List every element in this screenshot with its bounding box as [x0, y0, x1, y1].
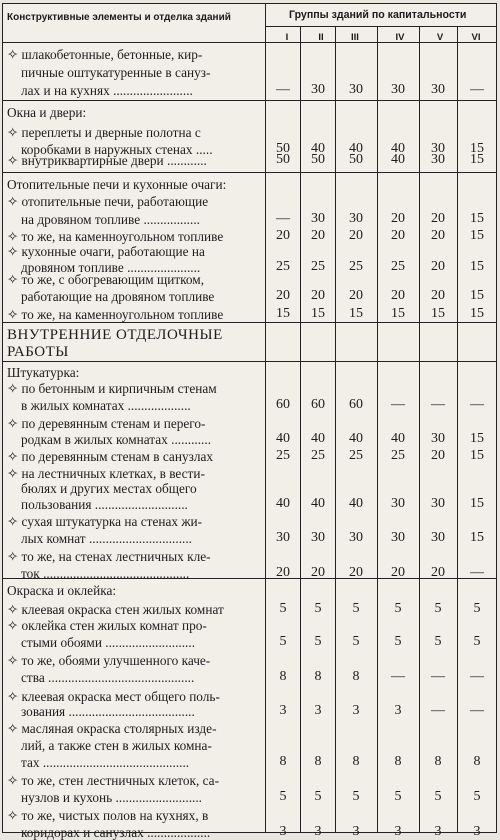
row-text: ток ............................................ [21, 566, 190, 581]
row-text: работающие на дровяном топливе [21, 289, 215, 304]
cell-value: 25 [391, 259, 405, 274]
cell-value: 5 [352, 634, 360, 649]
cell-value: 20 [349, 288, 363, 303]
cell-value: 30 [311, 211, 325, 226]
row-text: ✧ внутриквартирные двери ............ [7, 153, 207, 168]
cell-value: 40 [311, 431, 325, 446]
cell-value: 60 [349, 397, 363, 412]
cell-value: 15 [470, 496, 484, 511]
cell-value: 15 [470, 431, 484, 446]
group-label-4: IV [395, 32, 405, 43]
cell-value: 20 [431, 565, 445, 580]
cell-value: 8 [314, 669, 322, 684]
cell-value: 8 [473, 754, 481, 769]
cell-value: 30 [431, 141, 445, 156]
cell-value: 20 [391, 228, 405, 243]
row-text: нузлов и кухонь .......................... [21, 790, 202, 805]
cell-value: 25 [276, 448, 290, 463]
cell-value: — [276, 211, 290, 226]
row-text: дровяном топливе ...................... [21, 260, 201, 275]
row-text: зования ...................................... [21, 704, 195, 719]
row-text: лах и на кухнях ........................ [21, 83, 193, 98]
cell-value: 20 [311, 288, 325, 303]
cell-value: 5 [314, 601, 322, 616]
cell-value: 15 [470, 141, 484, 156]
group-label-5: V [436, 32, 444, 43]
cell-value: 8 [279, 669, 287, 684]
cell-value: 3 [394, 824, 402, 839]
row-text: ✧ масляная окраска столярных изде- [7, 721, 217, 736]
row-text: тах ............................................ [21, 755, 190, 770]
row-text: ✧ переплеты и дверные полотна с [7, 125, 201, 140]
row-text: ✧ по деревянным стенам в санузлах [7, 449, 214, 464]
cell-value: 30 [391, 496, 405, 511]
cell-value: 5 [314, 634, 322, 649]
cell-value: 40 [349, 141, 363, 156]
cell-value: 25 [349, 259, 363, 274]
table-sheet [2, 3, 497, 840]
row-text: Отопительные печи и кухонные очаги: [7, 177, 227, 192]
cell-value: 5 [394, 634, 402, 649]
cell-value: 8 [434, 754, 442, 769]
row-text: ✧ то же, на каменноугольном топливе [7, 307, 224, 322]
cell-value: 20 [431, 211, 445, 226]
section-divider [3, 100, 496, 101]
cell-value: — [470, 397, 484, 412]
cell-value: 40 [391, 431, 405, 446]
row-text: ✧ по бетонным и кирпичным стенам [7, 381, 217, 396]
cell-value: 3 [279, 824, 287, 839]
row-text: родкам в жилых комнатах ............ [21, 432, 212, 447]
cell-value: — [431, 397, 445, 412]
cell-value: 30 [349, 530, 363, 545]
cell-value: 30 [349, 82, 363, 97]
row-text: ✧ оклейка стен жилых комнат про- [7, 618, 207, 633]
row-text: стыми обоями ........................... [21, 635, 196, 650]
cell-value: 15 [431, 306, 445, 321]
cell-value: 5 [434, 601, 442, 616]
row-text: бюлях и других местах общего [21, 481, 197, 496]
cell-value: 20 [391, 565, 405, 580]
header-subdivider [265, 26, 496, 27]
cell-value: 30 [276, 530, 290, 545]
section-divider [3, 172, 496, 173]
cell-value: 50 [311, 152, 325, 167]
cell-value: 25 [276, 259, 290, 274]
header-left-title: Конструктивные элементы и отделка зданий [7, 12, 231, 23]
cell-value: 30 [391, 530, 405, 545]
cell-value: 15 [276, 306, 290, 321]
cell-value: 5 [352, 601, 360, 616]
cell-value: 20 [349, 565, 363, 580]
cell-value: 3 [352, 703, 360, 718]
cell-value: 5 [394, 789, 402, 804]
cell-value: 3 [279, 703, 287, 718]
cell-value: 3 [473, 824, 481, 839]
group-label-2: II [318, 32, 324, 43]
cell-value: 8 [394, 754, 402, 769]
row-text: ✧ кухонные очаги, работающие на [7, 244, 205, 259]
cell-value: 40 [311, 496, 325, 511]
cell-value: 50 [276, 152, 290, 167]
cell-value: 25 [311, 259, 325, 274]
row-text: Окна и двери: [7, 105, 87, 120]
row-text: ✧ то же, обоями улучшенного каче- [7, 653, 211, 668]
cell-value: — [391, 669, 405, 684]
cell-value: 5 [279, 601, 287, 616]
row-text: ✧ клеевая окраска мест общего поль- [7, 689, 220, 704]
cell-value: 15 [470, 306, 484, 321]
cell-value: 15 [470, 448, 484, 463]
cell-value: 5 [434, 634, 442, 649]
cell-value: 20 [431, 448, 445, 463]
cell-value: 3 [314, 824, 322, 839]
row-text: на дровяном топливе ................. [21, 212, 200, 227]
cell-value: — [431, 703, 445, 718]
group-label-6: VI [471, 32, 481, 43]
cell-value: 15 [470, 152, 484, 167]
cell-value: 60 [276, 397, 290, 412]
row-text: ✧ то же, на стенах лестничных кле- [7, 549, 211, 564]
cell-value: — [276, 82, 290, 97]
cell-value: 20 [391, 211, 405, 226]
cell-value: 40 [311, 141, 325, 156]
cell-value: 25 [349, 448, 363, 463]
cell-value: — [470, 82, 484, 97]
cell-value: 40 [349, 496, 363, 511]
cell-value: 30 [349, 211, 363, 226]
cell-value: 5 [279, 789, 287, 804]
cell-value: 30 [311, 82, 325, 97]
cell-value: 20 [276, 228, 290, 243]
group-label-1: I [285, 32, 289, 43]
group-label-3: III [351, 32, 359, 43]
row-text: ✧ клеевая окраска стен жилых комнат [7, 602, 224, 617]
row-text: Штукатурка: [7, 365, 80, 380]
cell-value: 15 [391, 306, 405, 321]
cell-value: 3 [352, 824, 360, 839]
cell-value: 15 [349, 306, 363, 321]
cell-value: 25 [311, 448, 325, 463]
row-text: ✧ отопительные печи, работающие [7, 194, 209, 209]
row-text: ✧ сухая штукатурка на стенах жи- [7, 514, 203, 529]
cell-value: 50 [349, 152, 363, 167]
cell-value: 20 [311, 565, 325, 580]
cell-value: 8 [352, 754, 360, 769]
cell-value: 8 [279, 754, 287, 769]
row-text: ства ............................................ [21, 670, 195, 685]
row-text: коридорах и санузлах ................... [21, 825, 211, 840]
cell-value: 20 [431, 259, 445, 274]
row-text: ✧ то же, с обогревающим щитком, [7, 272, 205, 287]
row-text: ✧ по деревянным стенам и перего- [7, 416, 206, 431]
cell-value: 15 [470, 259, 484, 274]
cell-value: 30 [391, 82, 405, 97]
header-groups-title: Группы зданий по капитальности [289, 9, 467, 21]
cell-value: 60 [311, 397, 325, 412]
cell-value: — [431, 669, 445, 684]
cell-value: 15 [311, 306, 325, 321]
cell-value: 3 [314, 703, 322, 718]
cell-value: 40 [391, 141, 405, 156]
cell-value: 30 [431, 82, 445, 97]
section-divider [3, 361, 496, 362]
row-text: Окраска и оклейка: [7, 583, 117, 598]
cell-value: 3 [394, 703, 402, 718]
row-text: пользования ............................ [21, 497, 188, 512]
cell-value: 50 [276, 141, 290, 156]
row-text: в жилых комнатах ................... [21, 398, 191, 413]
cell-value: 30 [431, 530, 445, 545]
cell-value: 5 [352, 789, 360, 804]
cell-value: 40 [276, 496, 290, 511]
column-divider [457, 26, 458, 832]
row-text: лых комнат ............................... [21, 531, 192, 546]
row-text: ✧ шлакобетонные, бетонные, кир- [7, 47, 203, 62]
cell-value: 5 [473, 601, 481, 616]
cell-value: 30 [431, 431, 445, 446]
row-text: РАБОТЫ [7, 344, 69, 360]
cell-value: 15 [470, 530, 484, 545]
row-text: ✧ то же, стен лестничных клеток, са- [7, 773, 219, 788]
row-text: ВНУТРЕННИЕ ОТДЕЛОЧНЫЕ [7, 327, 223, 343]
cell-value: 15 [470, 228, 484, 243]
cell-value: 20 [276, 288, 290, 303]
row-text: пичные оштукатуренные в сануз- [21, 65, 211, 80]
cell-value: 15 [470, 288, 484, 303]
cell-value: 40 [349, 431, 363, 446]
cell-value: 25 [391, 448, 405, 463]
row-text: ✧ на лестничных клетках, в вести- [7, 466, 205, 481]
cell-value: 5 [473, 634, 481, 649]
cell-value: 40 [391, 152, 405, 167]
column-divider [377, 26, 378, 832]
cell-value: — [470, 703, 484, 718]
cell-value: 20 [431, 288, 445, 303]
cell-value: 5 [473, 789, 481, 804]
row-text: коробками в наружных стенах ..... [21, 142, 213, 157]
cell-value: 20 [311, 228, 325, 243]
section-divider [3, 322, 496, 323]
cell-value: 8 [314, 754, 322, 769]
cell-value: 20 [276, 565, 290, 580]
cell-value: 5 [279, 634, 287, 649]
header-divider [3, 42, 496, 43]
cell-value: — [470, 669, 484, 684]
row-text: ✧ то же, чистых полов на кухнях, в [7, 808, 209, 823]
cell-value: — [470, 565, 484, 580]
cell-value: 5 [394, 601, 402, 616]
row-text: ✧ то же, на каменноугольном топливе [7, 229, 224, 244]
cell-value: 20 [391, 288, 405, 303]
cell-value: 40 [276, 431, 290, 446]
row-text: лий, а также стен в жилых комна- [21, 738, 212, 753]
cell-value: 20 [431, 228, 445, 243]
cell-value: 15 [470, 211, 484, 226]
cell-value: 30 [431, 152, 445, 167]
cell-value: 3 [434, 824, 442, 839]
cell-value: 5 [314, 789, 322, 804]
cell-value: — [391, 397, 405, 412]
cell-value: 30 [431, 496, 445, 511]
cell-value: 20 [349, 228, 363, 243]
cell-value: 8 [352, 669, 360, 684]
cell-value: 5 [434, 789, 442, 804]
cell-value: 30 [311, 530, 325, 545]
